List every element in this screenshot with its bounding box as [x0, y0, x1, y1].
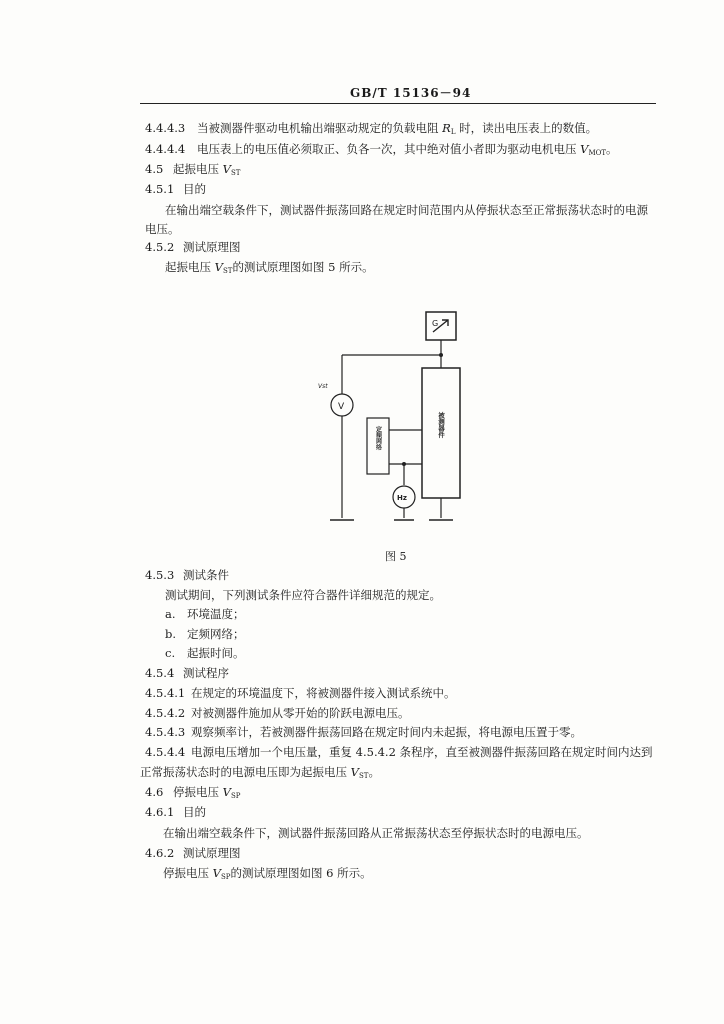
- list-item-b: [165, 627, 245, 641]
- symbol-subscript: ST: [222, 267, 233, 275]
- junction-dot: [402, 462, 406, 466]
- clause-text: 观察频率计，若被测器件振荡回路在规定时间内未起振，将电源电压置于零。: [191, 725, 582, 739]
- junction-dot: [439, 353, 443, 357]
- figure-caption: 图 5: [385, 550, 407, 563]
- paragraph-line: [163, 866, 372, 884]
- page-header: GB/T 15136－94: [350, 86, 472, 100]
- clause-text: 电源电压增加一个电压量，重复 4.5.4.2 条程序，直至被测器件振荡回路在规定时间内达到: [191, 745, 653, 759]
- frequency-meter-label: Hz: [397, 494, 407, 502]
- paragraph-line: 在输出端空载条件下，测试器件振荡回路在规定时间范围内从停振状态至正常振荡状态时的电源: [165, 203, 648, 217]
- symbol-subscript: ST: [230, 169, 241, 177]
- clause-4-5-1: [145, 182, 206, 196]
- clause-text: 目的: [183, 805, 206, 819]
- list-text: 定频网络；: [187, 627, 245, 641]
- list-item-c: [165, 646, 245, 660]
- symbol-subscript: L: [450, 128, 456, 136]
- clause-text: 起振电压: [173, 162, 223, 176]
- clause-number: 4.5.4.1: [145, 686, 186, 700]
- list-item-a: [165, 607, 245, 621]
- power-supply-label: G: [432, 319, 439, 328]
- clause-4-5-2: [145, 240, 241, 254]
- clause-4-6-2: [145, 846, 241, 860]
- clause-text: 测试程序: [183, 666, 229, 680]
- clause-number: 4.5.3: [145, 568, 175, 582]
- list-marker: a.: [165, 607, 176, 621]
- clause-number: 4.6.2: [145, 846, 175, 860]
- clause-text: 起振电压: [165, 260, 215, 274]
- voltmeter-label: V: [338, 402, 345, 412]
- clause-number: 4.4.4.3: [145, 121, 186, 135]
- symbol: V: [222, 162, 231, 176]
- clause-text: 停振电压: [173, 785, 223, 799]
- clause-4-5-4: [145, 666, 229, 680]
- clause-text-after: 。: [606, 142, 618, 156]
- clause-text: 测试原理图: [183, 846, 241, 860]
- symbol: V: [222, 785, 231, 799]
- clause-4-5-4-4: [145, 745, 653, 759]
- clause-number: 4.5.4.3: [145, 725, 186, 739]
- paragraph-line: [140, 765, 380, 783]
- clause-text: 测试条件: [183, 568, 229, 582]
- clause-text: 目的: [183, 182, 206, 196]
- paragraph-line: 测试期间，下列测试条件应符合器件详细规范的规定。: [165, 588, 441, 602]
- clause-4-6-1: [145, 805, 206, 819]
- symbol-subscript: SP: [220, 873, 231, 881]
- list-marker: b.: [165, 627, 177, 641]
- clause-4-5-4-2: [145, 706, 410, 720]
- paragraph-line: 在输出端空载条件下，测试器件振荡回路从正常振荡状态至停振状态时的电源电压。: [163, 826, 589, 840]
- symbol: V: [214, 260, 223, 274]
- clause-number: 4.6: [145, 785, 164, 799]
- clause-text-after: 的测试原理图如图 5 所示。: [232, 260, 374, 274]
- symbol: V: [350, 765, 359, 779]
- clause-text: 停振电压: [163, 866, 213, 880]
- clause-text: 对被测器件施加从零开始的阶跃电源电压。: [191, 706, 410, 720]
- clause-4-5: [145, 162, 240, 180]
- symbol-subscript: MOT: [588, 149, 607, 157]
- clause-text: 在规定的环境温度下，将被测器件接入测试系统中。: [191, 686, 456, 700]
- clause-text-after: 。: [368, 765, 380, 779]
- clause-text: 电压表上的电压值必须取正、负各一次，其中绝对值小者即为驱动电机电压: [197, 142, 581, 156]
- clause-text-after: 的测试原理图如图 6 所示。: [230, 866, 372, 880]
- clause-number: 4.5.4: [145, 666, 175, 680]
- symbol: V: [212, 866, 221, 880]
- clause-number: 4.5.4.2: [145, 706, 186, 720]
- paragraph-line: [165, 260, 374, 278]
- clause-number: 4.5.2: [145, 240, 175, 254]
- symbol-subscript: SP: [230, 792, 241, 800]
- clause-4-4-4-3: [145, 121, 597, 139]
- clause-text-after: 时，读出电压表上的数值。: [455, 121, 598, 135]
- paragraph-line: 电压。: [145, 222, 180, 236]
- symbol-subscript: ST: [358, 772, 369, 780]
- header-rule: [140, 103, 656, 104]
- list-text: 起振时间。: [187, 646, 245, 660]
- dut-label: 被测器件: [437, 412, 445, 438]
- clause-number: 4.4.4.4: [145, 142, 186, 156]
- symbol: V: [580, 142, 589, 156]
- list-text: 环境温度；: [187, 607, 245, 621]
- symbol: R: [442, 121, 451, 135]
- clause-text: 当被测器件驱动电机输出端驱动规定的负载电阻: [197, 121, 443, 135]
- clause-number: 4.6.1: [145, 805, 175, 819]
- vst-label: Vst: [318, 383, 328, 390]
- clause-text: 正常振荡状态时的电源电压即为起振电压: [140, 765, 351, 779]
- clause-number: 4.5: [145, 162, 164, 176]
- network-label: 定频网络: [374, 426, 382, 450]
- list-marker: c.: [165, 646, 176, 660]
- clause-4-5-4-3: [145, 725, 582, 739]
- figure-5-diagram: [300, 300, 480, 560]
- clause-4-4-4-4: [145, 142, 618, 160]
- clause-4-6: [145, 785, 240, 803]
- clause-number: 4.5.4.4: [145, 745, 186, 759]
- clause-4-5-3: [145, 568, 229, 582]
- clause-4-5-4-1: [145, 686, 456, 700]
- clause-text: 测试原理图: [183, 240, 241, 254]
- clause-number: 4.5.1: [145, 182, 175, 196]
